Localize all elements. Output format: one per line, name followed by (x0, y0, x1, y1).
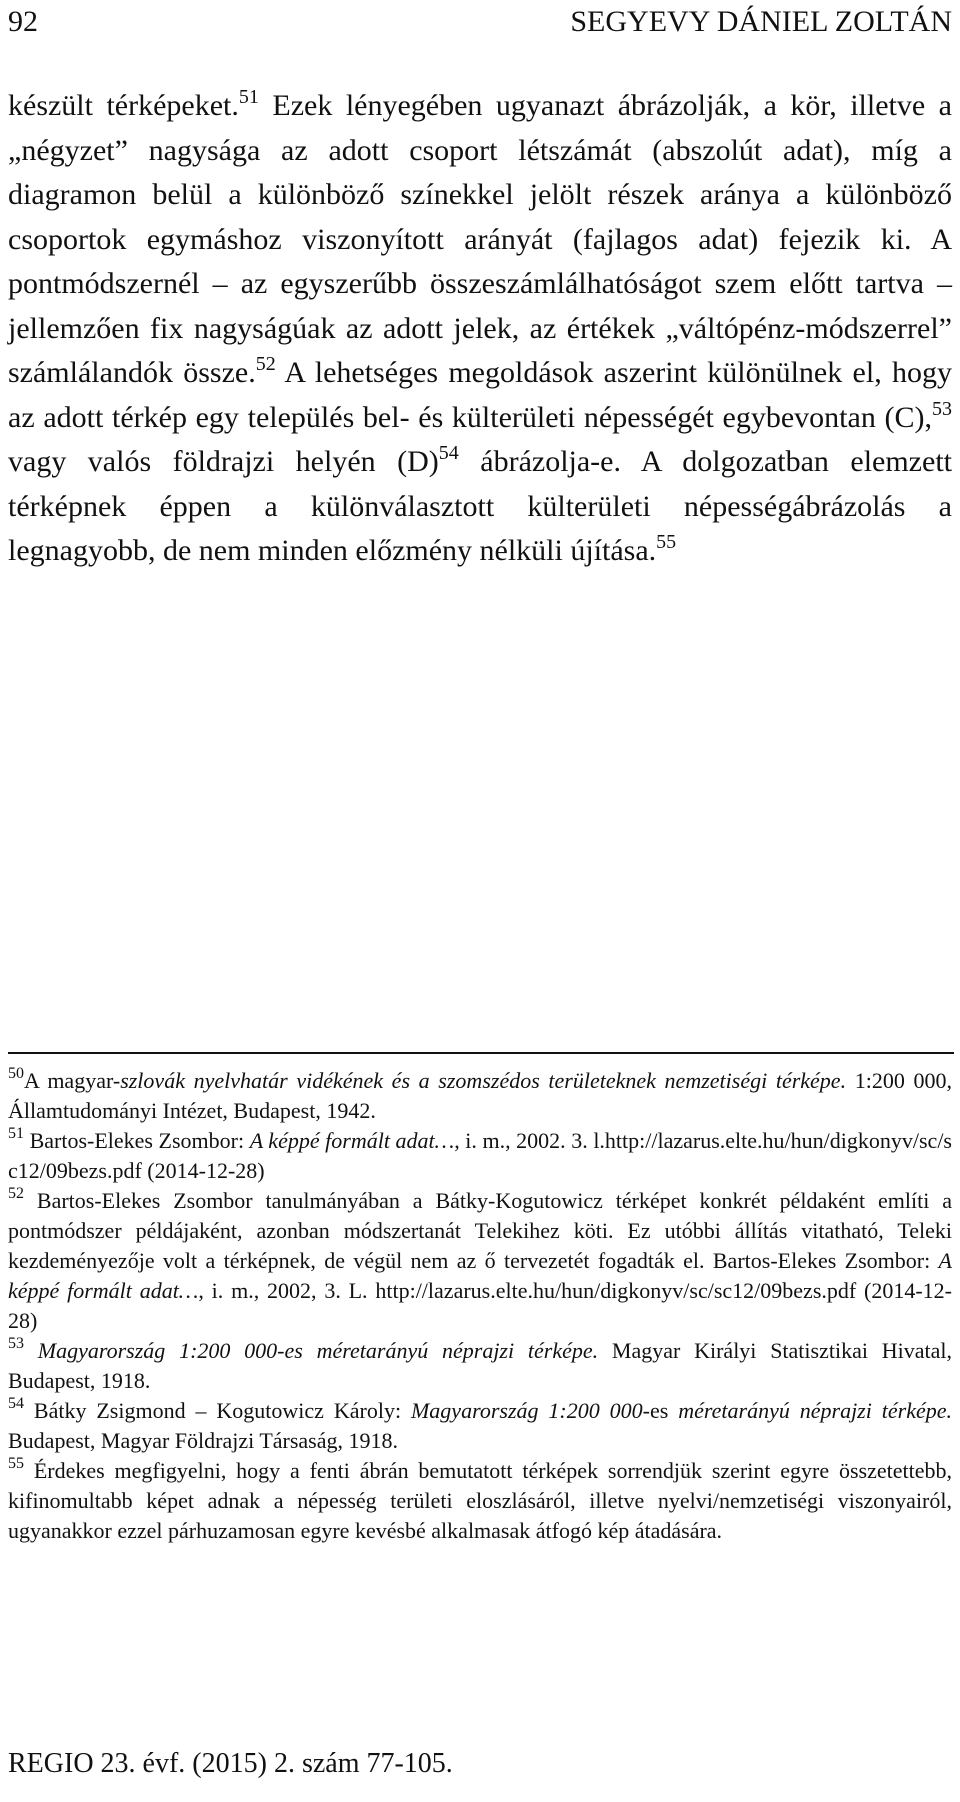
footnote-ref-54[interactable]: 54 (438, 442, 459, 464)
footnote-text: Bartos-Elekes Zsombor: (24, 1128, 250, 1153)
footnote-title: szlovák nyelvhatár vidékének és a szomszédos területeknek nemzetiségi térképe. (120, 1068, 847, 1093)
footnote-ref-52[interactable]: 52 (255, 353, 276, 375)
footnote-text: A magyar- (24, 1068, 121, 1093)
footnote-number: 55 (8, 1455, 24, 1472)
footnote-text: Budapest, Magyar Földrajzi Társaság, 1918. (8, 1428, 399, 1453)
page-footer: REGIO 23. évf. (2015) 2. szám 77-105. (8, 1748, 453, 1779)
footnote-text (24, 1338, 38, 1363)
footnote-title: Magyarország 1:200 000-es méretarányú néprajzi térképe. (37, 1338, 599, 1363)
footnote-divider (8, 1052, 954, 1054)
footnote-number: 53 (8, 1335, 24, 1352)
page-header (8, 2, 952, 42)
footnote-ref-55[interactable]: 55 (656, 531, 677, 553)
footnote-title: Magyarország 1:200 000 (410, 1398, 643, 1423)
footnotes-section (8, 1066, 952, 1546)
footnote-text: Érdekes megfigyelni, hogy a fenti ábrán bemutatott térképek sorrendjük szerint egyre összetettebb, kifinomultabb képet adnak a népesség területi eloszlásáról, illetve nyelvi/nemzetiségi viszonyairól, ugyanakkor ezzel párhuzamosan egyre kevésbé alkalmasak átfogó kép átadására. (8, 1458, 952, 1543)
footnote-text: Bátky Zsigmond – Kogutowicz Károly: (24, 1398, 411, 1423)
body-text-segment: A lehetséges megoldások aszerint különülnek el, hogy az adott térkép egy település bel- és külterületi népességét egybevontan (C), (8, 356, 953, 434)
footnote-text: -es (642, 1398, 679, 1423)
footnote-text: Magyar Királyi Statisztikai Hivatal, Budapest, 1918. (8, 1338, 952, 1393)
footnote-ref-53[interactable]: 53 (932, 397, 952, 420)
body-text-segment: Ezek lényegében ugyanazt ábrázolják, a kör, illetve a „négyzet” nagysága az adott csoport létszámát (abszolút adat), míg a diagramon belül a különböző színekkel jelölt részek aránya a különböző csoportok egymáshoz viszonyított arányát (fajlagos adat) fejezik ki. A pontmódszernél – az egyszerűbb összeszámlálhatóságot szem előtt tartva – jellemzően fix nagyságúak az adott jelek, az értékek „váltópénz-módszerrel” számlálandók össze. (8, 89, 952, 389)
body-text-segment: vagy valós földrajzi helyén (D) (8, 445, 439, 478)
body-text-segment: ábrázolja-e. A dolgozatban elemzett térképnek éppen a különválasztott külterületi népességábrázolás a legnagyobb, de nem minden előzmény nélküli újítása. (8, 445, 952, 567)
footnote-title: A képpé formált adat… (8, 1248, 952, 1303)
footnote-number: 51 (8, 1125, 24, 1142)
running-title: SEGYEVY DÁNIEL ZOLTÁN (570, 5, 952, 38)
page-number: 92 (8, 5, 38, 38)
body-text-segment: készült térképeket. (8, 89, 239, 122)
footnote-number: 54 (8, 1395, 24, 1412)
footnote-title: A képpé formált adat… (249, 1128, 455, 1153)
footnote-title: méretarányú néprajzi térképe. (678, 1398, 953, 1423)
footnote-number: 50 (8, 1065, 24, 1082)
footnote-text: , i. m., 2002. 3. l.http://lazarus.elte.hu/hun/digkonyv/sc/sc12/09bezs.pdf (2014-12-28) (8, 1128, 952, 1183)
footnote-ref-51[interactable]: 51 (238, 86, 259, 108)
footnote-52 (8, 1186, 952, 1336)
footnote-51 (8, 1126, 952, 1186)
footnote-text: 1:200 000, Államtudományi Intézet, Budapest, 1942. (8, 1068, 952, 1123)
main-paragraph (8, 84, 952, 574)
footnote-text: Bartos-Elekes Zsombor tanulmányában a Bátky-Kogutowicz térképet konkrét példaként említi a pontmódszer példájaként, azonban módszertanát Telekihez köti. Ez utóbbi állítás vitatható, Teleki kezdeményezője volt a térképnek, de végül nem az ő tervezetét fogadták el. Bartos-Elekes Zsombor: (8, 1188, 952, 1273)
footnote-text: , i. m., 2002, 3. L. http://lazarus.elte.hu/hun/digkonyv/sc/sc12/09bezs.pdf (2014-12-28) (8, 1278, 952, 1333)
footnote-55 (8, 1456, 952, 1546)
footnote-50 (8, 1066, 952, 1126)
footnote-number: 52 (8, 1185, 24, 1202)
footnote-54 (8, 1396, 952, 1456)
footnote-53 (8, 1336, 952, 1396)
